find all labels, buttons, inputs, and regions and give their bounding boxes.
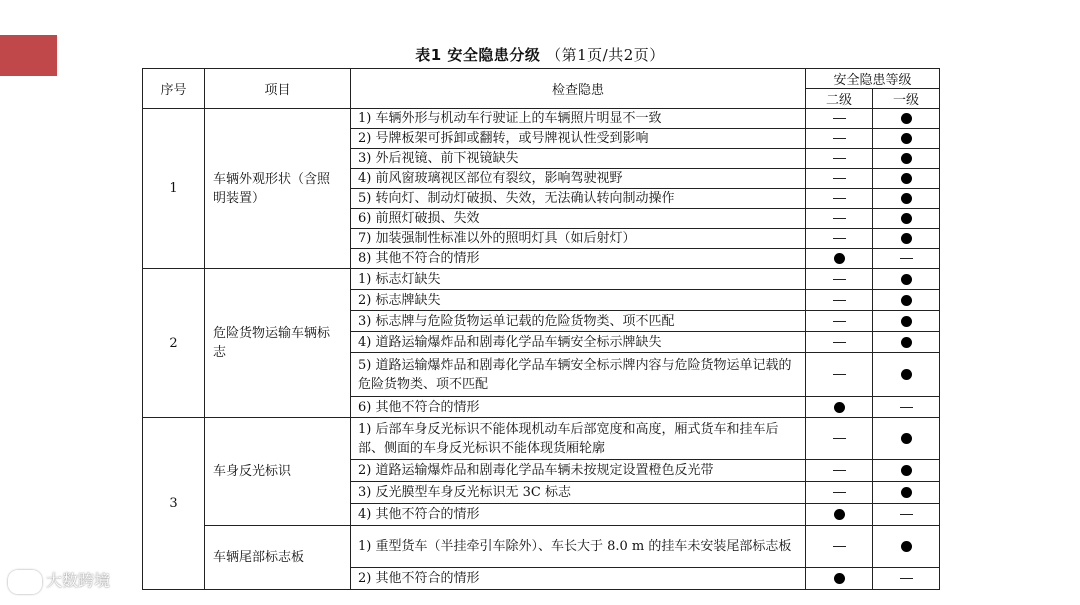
seq-cell: 3 (143, 418, 205, 590)
level2-dash-mark (806, 209, 873, 229)
level1-dot-mark (873, 269, 940, 290)
seq-cell: 2 (143, 269, 205, 418)
table-row (143, 269, 940, 290)
level2-dash-mark (806, 353, 873, 397)
level1-dot-mark (873, 482, 940, 504)
table-title-main: 表1 安全隐患分级 (415, 46, 541, 64)
level2-dash-mark (806, 229, 873, 249)
level2-dash-mark (806, 418, 873, 460)
hazard-item: 5) 道路运输爆炸品和剧毒化学品车辆安全标示牌内容与危险货物运单记载的危险货物类、项不匹配 (351, 353, 806, 397)
level2-dash-mark (806, 149, 873, 169)
hazard-item: 2) 道路运输爆炸品和剧毒化学品车辆未按规定设置橙色反光带 (351, 460, 806, 482)
hazard-item: 4) 前风窗玻璃视区部位有裂纹，影响驾驶视野 (351, 169, 806, 189)
hazard-item: 1) 车辆外形与机动车行驶证上的车辆照片明显不一致 (351, 109, 806, 129)
seq-cell: 1 (143, 109, 205, 269)
level2-dot-mark (806, 397, 873, 418)
level2-dash-mark (806, 290, 873, 311)
level1-dot-mark (873, 418, 940, 460)
level2-dot-mark (806, 249, 873, 269)
project-cell: 车辆外观形状（含照明装置） (205, 109, 351, 269)
hazard-item: 1) 重型货车（半挂牵引车除外）、车长大于 8.0 m 的挂车未安装尾部标志板 (351, 526, 806, 568)
hazard-item: 7) 加装强制性标准以外的照明灯具（如后射灯） (351, 229, 806, 249)
header-project: 项目 (205, 69, 351, 109)
hazard-item: 6) 前照灯破损、失效 (351, 209, 806, 229)
hazard-item: 2) 号牌板架可拆卸或翻转，或号牌视认性受到影响 (351, 129, 806, 149)
header-hazard: 检查隐患 (351, 69, 806, 109)
hazard-item: 3) 标志牌与危险货物运单记载的危险货物类、项不匹配 (351, 311, 806, 332)
table-row (143, 526, 940, 568)
level2-dash-mark (806, 460, 873, 482)
hazard-item: 1) 后部车身反光标识不能体现机动车后部宽度和高度，厢式货车和挂车后部、侧面的车身反光标识不能体现货厢轮廓 (351, 418, 806, 460)
level1-dot-mark (873, 290, 940, 311)
hazard-grading-table (142, 68, 940, 590)
level1-dot-mark (873, 109, 940, 129)
hazard-item: 2) 标志牌缺失 (351, 290, 806, 311)
level2-dash-mark (806, 129, 873, 149)
watermark-logo-icon (8, 570, 42, 594)
level1-dot-mark (873, 189, 940, 209)
project-cell: 车身反光标识 (205, 418, 351, 526)
level1-dot-mark (873, 149, 940, 169)
hazard-item: 8) 其他不符合的情形 (351, 249, 806, 269)
header-level2: 二级 (806, 89, 873, 109)
watermark (8, 568, 110, 594)
level2-dash-mark (806, 482, 873, 504)
level1-dot-mark (873, 229, 940, 249)
header-level: 安全隐患等级 (806, 69, 940, 89)
hazard-item: 3) 外后视镜、前下视镜缺失 (351, 149, 806, 169)
level1-dot-mark (873, 169, 940, 189)
hazard-item: 4) 道路运输爆炸品和剧毒化学品车辆安全标示牌缺失 (351, 332, 806, 353)
project-cell: 车辆尾部标志板 (205, 526, 351, 590)
level2-dot-mark (806, 568, 873, 590)
table-title (0, 44, 1080, 65)
level2-dash-mark (806, 311, 873, 332)
level1-dot-mark (873, 311, 940, 332)
level1-dash-mark (873, 568, 940, 590)
level2-dash-mark (806, 189, 873, 209)
level1-dot-mark (873, 353, 940, 397)
hazard-item: 3) 反光膜型车身反光标识无 3C 标志 (351, 482, 806, 504)
hazard-item: 1) 标志灯缺失 (351, 269, 806, 290)
level1-dash-mark (873, 504, 940, 526)
level1-dot-mark (873, 129, 940, 149)
hazard-item: 6) 其他不符合的情形 (351, 397, 806, 418)
level2-dash-mark (806, 269, 873, 290)
hazard-item: 4) 其他不符合的情形 (351, 504, 806, 526)
watermark-text: 大数跨境 (46, 571, 111, 590)
level1-dash-mark (873, 249, 940, 269)
table-title-page: （第1页/共2页） (546, 46, 665, 64)
hazard-item: 5) 转向灯、制动灯破损、失效，无法确认转向制动操作 (351, 189, 806, 209)
header-level1: 一级 (873, 89, 940, 109)
level1-dot-mark (873, 526, 940, 568)
level2-dash-mark (806, 332, 873, 353)
table-row (143, 109, 940, 129)
level1-dot-mark (873, 332, 940, 353)
header-seq: 序号 (143, 69, 205, 109)
level2-dash-mark (806, 109, 873, 129)
project-cell: 危险货物运输车辆标志 (205, 269, 351, 418)
level2-dash-mark (806, 169, 873, 189)
hazard-item: 2) 其他不符合的情形 (351, 568, 806, 590)
table-row (143, 418, 940, 460)
level2-dot-mark (806, 504, 873, 526)
level1-dot-mark (873, 460, 940, 482)
level1-dash-mark (873, 397, 940, 418)
level1-dot-mark (873, 209, 940, 229)
level2-dash-mark (806, 526, 873, 568)
